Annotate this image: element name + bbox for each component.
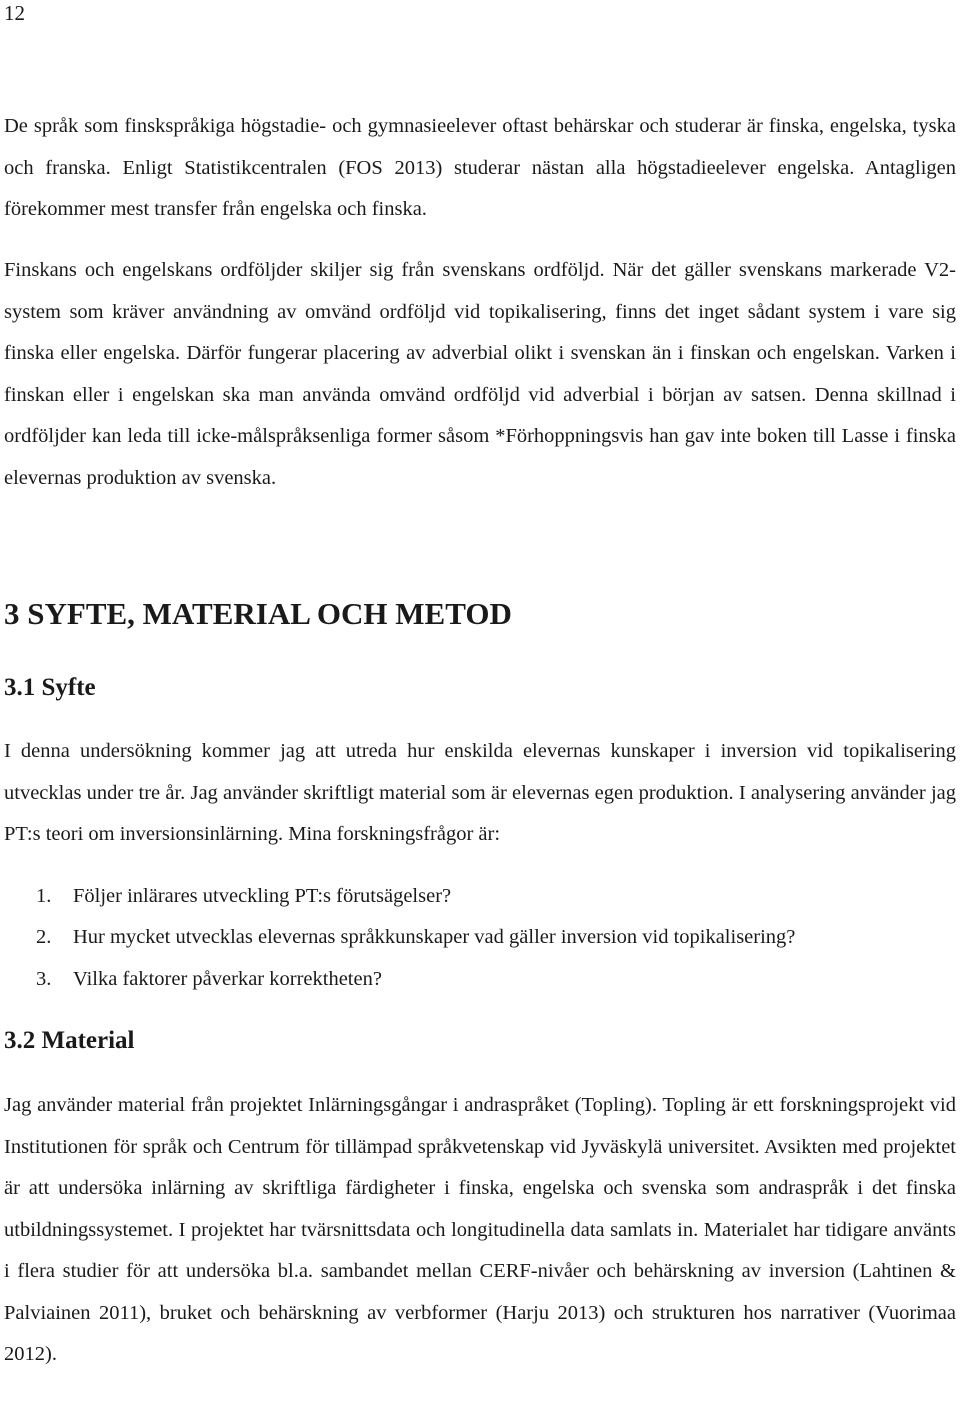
paragraph-languages: De språk som finskspråkiga högstadie- och gymnasieelever oftast behärskar och studerar är finska, engelska, tyska och franska. Enligt Statistikcentralen (FOS 2013) studerar nästan alla högstadieelever engelska. Antagligen förekommer mest transfer från engelska och finska.: [4, 115, 956, 220]
list-item: [36, 959, 795, 1000]
research-questions-list: [36, 876, 795, 1000]
list-item: [36, 876, 795, 917]
paragraph-word-order: Finskans och engelskans ordföljder skiljer sig från svenskans ordföljd. När det gäller svenskans markerade V2-system som kräver användning av omvänd ordföljd vid topikalisering, finns det inget sådant system i vare sig finska eller engelska. Därför fungerar placering av adverbial olikt i svenskan än i finskan och engelskan. Varken i finskan eller i engelskan ska man använda omvänd ordföljd vid adverbial i början av satsen. Denna skillnad i ordföljder kan leda till icke-målspråksenliga former såsom *Förhoppningsvis han gav inte boken till Lasse i finska elevernas produktion av svenska.: [4, 259, 956, 489]
list-item-number: 1.: [36, 885, 52, 907]
list-item-number: 3.: [36, 967, 52, 990]
list-item-text: Vilka faktorer påverkar korrektheten?: [73, 967, 382, 990]
list-item-text: Följer inlärares utveckling PT:s förutsägelser?: [73, 885, 452, 907]
section-heading: 3 SYFTE, MATERIAL OCH METOD: [4, 596, 512, 631]
paragraph-purpose: I denna undersökning kommer jag att utreda hur enskilda elevernas kunskaper i inversion vid topikalisering utvecklas under tre år. Jag använder skriftligt material som är elevernas egen produktion. I analysering använder jag PT:s teori om inversionsinlärning. Mina forskningsfrågor är:: [4, 740, 956, 845]
list-item: [36, 917, 795, 958]
subheading-material: 3.2 Material: [4, 1027, 135, 1054]
list-item-number: 2.: [36, 926, 52, 949]
paragraph-material: Jag använder material från projektet Inlärningsgångar i andraspråket (Topling). Topling är ett forskningsprojekt vid Institutionen för språk och Centrum för tillämpad språkvetenskap vid Jyväskylä universitet. Avsikten med projektet är att undersöka inlärning av skriftliga färdigheter i finska, engelska och svenska som andraspråk i det finska utbildningssystemet. I projektet har tvärsnittsdata och longitudinella data samlats in. Materialet har tidigare använts i flera studier för att undersöka bl.a. sambandet mellan CERF-nivåer och behärskning av inversion (Lahtinen & Palviainen 2011), bruket och behärskning av verbformer (Harju 2013) och strukturen hos narrativer (Vuorimaa 2012).: [4, 1094, 956, 1365]
list-item-text: Hur mycket utvecklas elevernas språkkunskaper vad gäller inversion vid topikalisering?: [73, 926, 796, 949]
page-number: 12: [4, 1, 25, 25]
subheading-syfte: 3.1 Syfte: [4, 674, 96, 701]
